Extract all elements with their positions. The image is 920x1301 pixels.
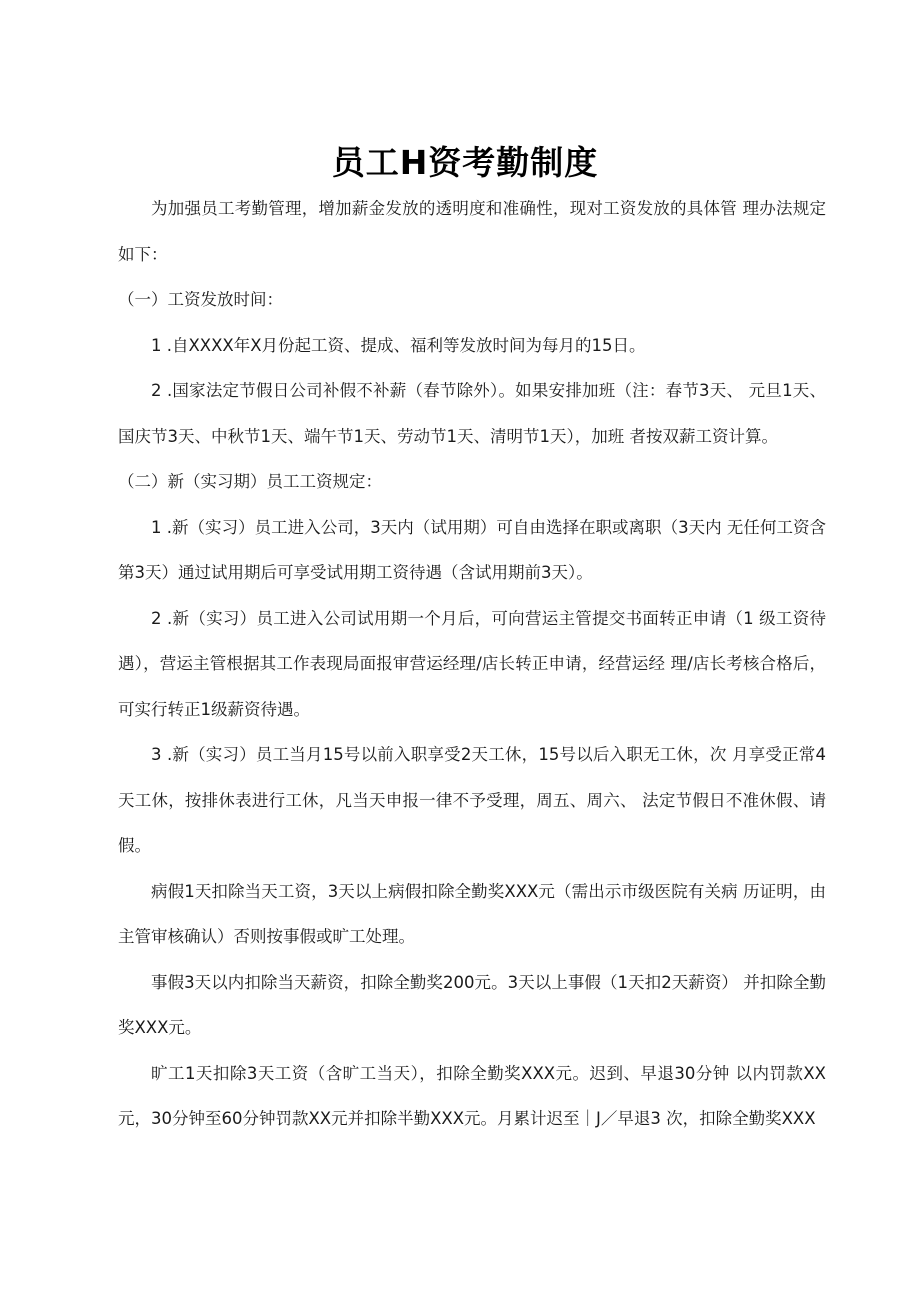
personal-leave-paragraph: 事假3天以内扣除当天薪资，扣除全勤奖200元。3天以上事假（1天扣2天薪资） 并扣除全勤奖XXX元。 xyxy=(118,972,826,1037)
rule-paragraph: 2 .国家法定节假日公司补假不补薪（春节除外）。如果安排加班（注：春节3天、 元旦1天、国庆节3天、中秋节1天、端午节1天、劳动节1天、清明节1天），加班 者按双薪工资计算。 xyxy=(118,381,826,446)
rule-paragraph: 2 .新（实习）员工进入公司试用期一个月后，可向营运主管提交书面转正申请（1 级工资待遇），营运主管根据其工作表现局面报审营运经理/店长转正申请，经营运经 理/店长考核合格后，可实行转正1级薪资待遇。 xyxy=(118,608,826,719)
section-heading-pay-time: （一）工资发放时间： xyxy=(118,290,283,309)
document-body xyxy=(118,186,826,1142)
document-title: 员工H资考勤制度 xyxy=(331,143,599,183)
rule-paragraph: 1 .自XXXX年X月份起工资、提成、福利等发放时间为每月的15日。 xyxy=(151,335,646,355)
sick-leave-paragraph: 病假1天扣除当天工资，3天以上病假扣除全勤奖XXX元（需出示市级医院有关病 历证明，由主管审核确认）否则按事假或旷工处理。 xyxy=(118,881,826,946)
section-heading-new-employee: （二）新（实习期）员工工资规定： xyxy=(118,472,382,491)
intro-paragraph: 为加强员工考勤管理，增加薪金发放的透明度和准确性，现对工资发放的具体管 理办法规定如下： xyxy=(118,199,826,264)
rule-paragraph: 1 .新（实习）员工进入公司，3天内（试用期）可自由选择在职或离职（3天内 无任何工资含第3天）通过试用期后可享受试用期工资待遇（含试用期前3天）。 xyxy=(118,517,826,582)
rule-paragraph: 3 .新（实习）员工当月15号以前入职享受2天工休，15号以后入职无工休，次 月享受正常4天工休，按排休表进行工休，凡当天申报一律不予受理，周五、周六、 法定节假日不准休假、请假。 xyxy=(118,745,826,855)
absence-paragraph: 旷工1天扣除3天工资（含旷工当天），扣除全勤奖XXX元。迟到、早退30分钟 以内罚款XX元，30分钟至60分钟罚款XX元并扣除半勤XXX元。月累计迟至｜J／早退3 次，扣除全勤奖XXX xyxy=(118,1063,826,1128)
